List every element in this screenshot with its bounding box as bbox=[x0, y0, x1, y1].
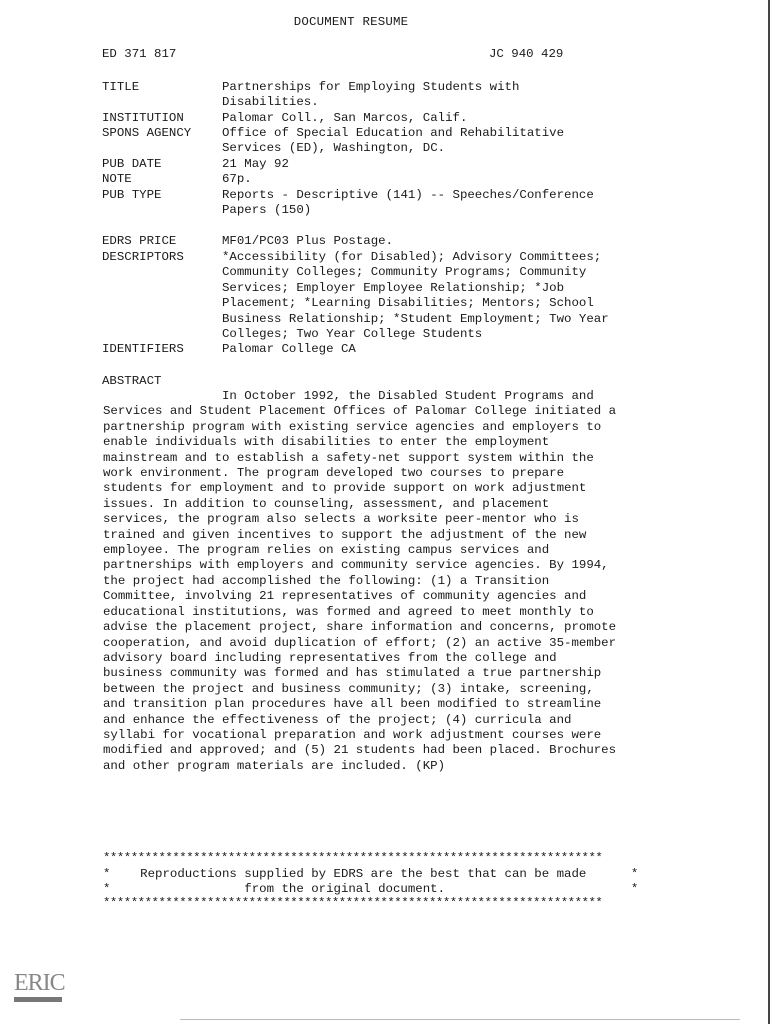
field-value: Office of Special Education and Rehabilitative Services (ED), Washington, DC. bbox=[222, 126, 565, 156]
field-label: SPONS AGENCY bbox=[102, 126, 192, 140]
field-descriptors bbox=[102, 250, 642, 342]
notice-bottom-border: ************************************************************************ bbox=[103, 896, 603, 910]
bottom-edge-divider bbox=[180, 1019, 740, 1020]
notice-line-1: * Reproductions supplied by EDRS are the best that can be made * bbox=[103, 867, 639, 881]
eric-logo-text: ERIC bbox=[14, 970, 65, 996]
field-label: PUB DATE bbox=[102, 157, 162, 171]
field-value: 21 May 92 bbox=[222, 157, 289, 171]
field-title bbox=[102, 80, 642, 111]
notice-line-2: * from the original document. * bbox=[103, 882, 639, 896]
eric-logo-bar bbox=[14, 997, 62, 1002]
field-spons-agency bbox=[102, 126, 642, 157]
field-edrs-price bbox=[102, 234, 642, 249]
field-pub-date bbox=[102, 157, 642, 172]
jc-number: JC 940 429 bbox=[489, 47, 564, 61]
field-pub-type bbox=[102, 188, 642, 219]
field-identifiers bbox=[102, 342, 642, 357]
field-value: 67p. bbox=[222, 172, 252, 186]
document-title: DOCUMENT RESUME bbox=[293, 15, 409, 29]
field-note bbox=[102, 172, 642, 187]
eric-logo bbox=[14, 966, 64, 1006]
notice-top-border: ************************************************************************ bbox=[103, 851, 603, 865]
field-value: Reports - Descriptive (141) -- Speeches/Conference Papers (150) bbox=[222, 188, 594, 218]
abstract-text: In October 1992, the Disabled Student Programs and Services and Student Placement Offices of Palomar College initiated a partnership program with existing service agencies and employers to enable individuals with disabilities to enter the employment mainstream and to establish a safety-net support system within the work environment. The program developed two courses to prepare students for employment and to provide support on work adjustment issues. In addition to counseling, assessment, and placement services, the program also selects a worksite peer-mentor who is trained and given incentives to support the adjustment of the new employee. The program relies on existing campus services and partnerships with employers and community service agencies. By 1994, the project had accomplished the following: (1) a Transition Committee, involving 21 representatives of community agencies and educational institutions, was formed and agreed to meet monthly to advise the placement project, share information and concerns, promote cooperation, and avoid duplication of effort; (2) an active 35-member advisory board including representatives from the college and business community was formed and has stimulated a true partnership between the project and business community; (3) intake, screening, and transition plan procedures have all been modified to streamline and enhance the effectiveness of the project; (4) curricula and syllabi for vocational preparation and work adjustment courses were modified and approved; and (5) 21 students had been placed. Brochures and other program materials are included. (KP) bbox=[103, 389, 617, 773]
field-label: PUB TYPE bbox=[102, 188, 162, 202]
field-label: TITLE bbox=[102, 80, 140, 94]
field-value: Partnerships for Employing Students with Disabilities. bbox=[222, 80, 520, 110]
field-value: Palomar College CA bbox=[222, 342, 356, 356]
field-value: MF01/PC03 Plus Postage. bbox=[222, 234, 394, 248]
field-label: NOTE bbox=[102, 172, 132, 186]
field-label: INSTITUTION bbox=[102, 111, 184, 125]
field-institution bbox=[102, 111, 642, 126]
ed-number: ED 371 817 bbox=[102, 47, 177, 61]
field-label: IDENTIFIERS bbox=[102, 342, 184, 356]
field-value: *Accessibility (for Disabled); Advisory Committees; Community Colleges; Community Programs; Community Services; Employer Employee Relationship; *Job Placement; *Learning Disabilities; Mentors; School Business Relationship; *Student Employment; Two Year Colleges; Two Year College Students bbox=[222, 250, 609, 342]
field-value: Palomar Coll., San Marcos, Calif. bbox=[222, 111, 468, 125]
field-label: EDRS PRICE bbox=[102, 234, 177, 248]
field-label: DESCRIPTORS bbox=[102, 250, 184, 264]
abstract-label: ABSTRACT bbox=[102, 374, 162, 388]
